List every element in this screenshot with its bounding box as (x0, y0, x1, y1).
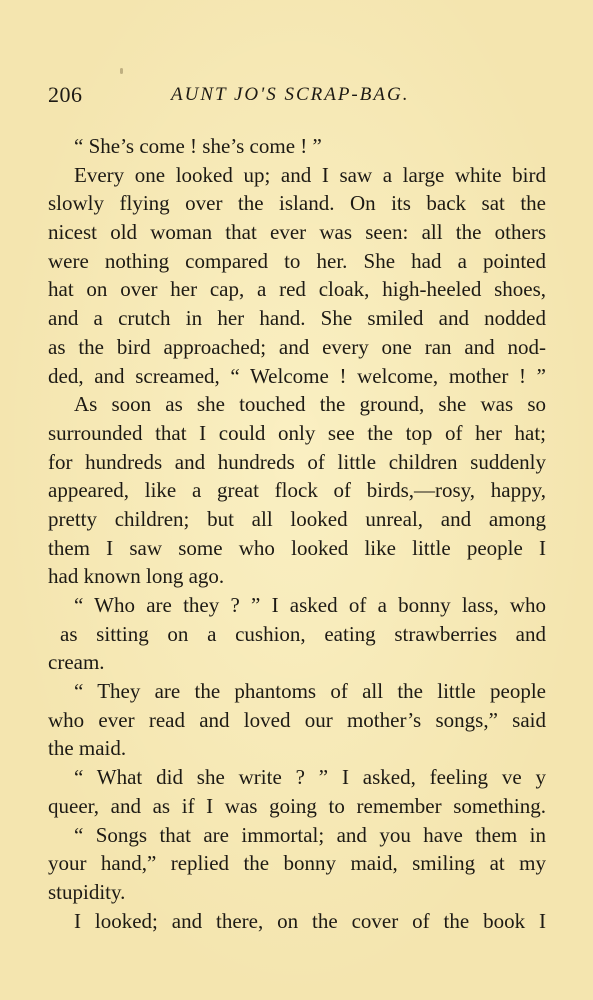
text-line: ded, and screamed, “ Welcome ! welcome, mother ! ” (48, 363, 546, 388)
running-head: AUNT JO'S SCRAP-BAG. (171, 84, 410, 105)
text-line: for hundreds and hundreds of little children suddenly (48, 449, 546, 474)
text-line: “ They are the phantoms of all the little people (74, 679, 546, 704)
text-line: as the bird approached; and every one ran and nod- (48, 334, 546, 359)
text-line: I looked; and there, on the cover of the book I (74, 908, 546, 933)
text-line: “ She’s come ! she’s come ! ” (74, 134, 322, 158)
text-line: hat on over her cap, a red cloak, high-heeled shoes, (48, 277, 546, 302)
text-line: who ever read and loved our mother’s songs,” said (48, 707, 546, 732)
text-line: appeared, like a great flock of birds,—rosy, happy, (48, 478, 546, 503)
text-line: pretty children; but all looked unreal, and among (48, 506, 546, 531)
text-line: As soon as she touched the ground, she was so (74, 392, 546, 417)
text-line: surrounded that I could only see the top of her hat; (48, 420, 546, 445)
text-line: slowly flying over the island. On its back sat the (48, 191, 546, 216)
page-header (48, 78, 548, 112)
text-line: Every one looked up; and I saw a large white bird (74, 162, 546, 187)
text-line: “ Songs that are immortal; and you have them in (74, 822, 546, 847)
text-line: nicest old woman that ever was seen: all the others (48, 220, 546, 245)
text-line: queer, and as if I was going to remember something. (48, 793, 546, 818)
text-line: as sitting on a cushion, eating strawberries and (60, 621, 546, 646)
text-line: them I saw some who looked like little people I (48, 535, 546, 560)
text-line: stupidity. (48, 879, 126, 904)
text-line: cream. (48, 650, 105, 675)
text-line: “ What did she write ? ” I asked, feeling ve y (74, 765, 546, 790)
body-text (48, 132, 546, 935)
text-line: were nothing compared to her. She had a pointed (48, 248, 546, 273)
ink-speck (120, 68, 123, 74)
page-number: 206 (48, 82, 83, 107)
text-line: the maid. (48, 736, 127, 761)
text-line: had known long ago. (48, 564, 225, 589)
text-line: your hand,” replied the bonny maid, smiling at my (48, 851, 546, 876)
text-line: “ Who are they ? ” I asked of a bonny lass, who (74, 593, 546, 617)
text-line: and a crutch in her hand. She smiled and nodded (48, 306, 546, 331)
